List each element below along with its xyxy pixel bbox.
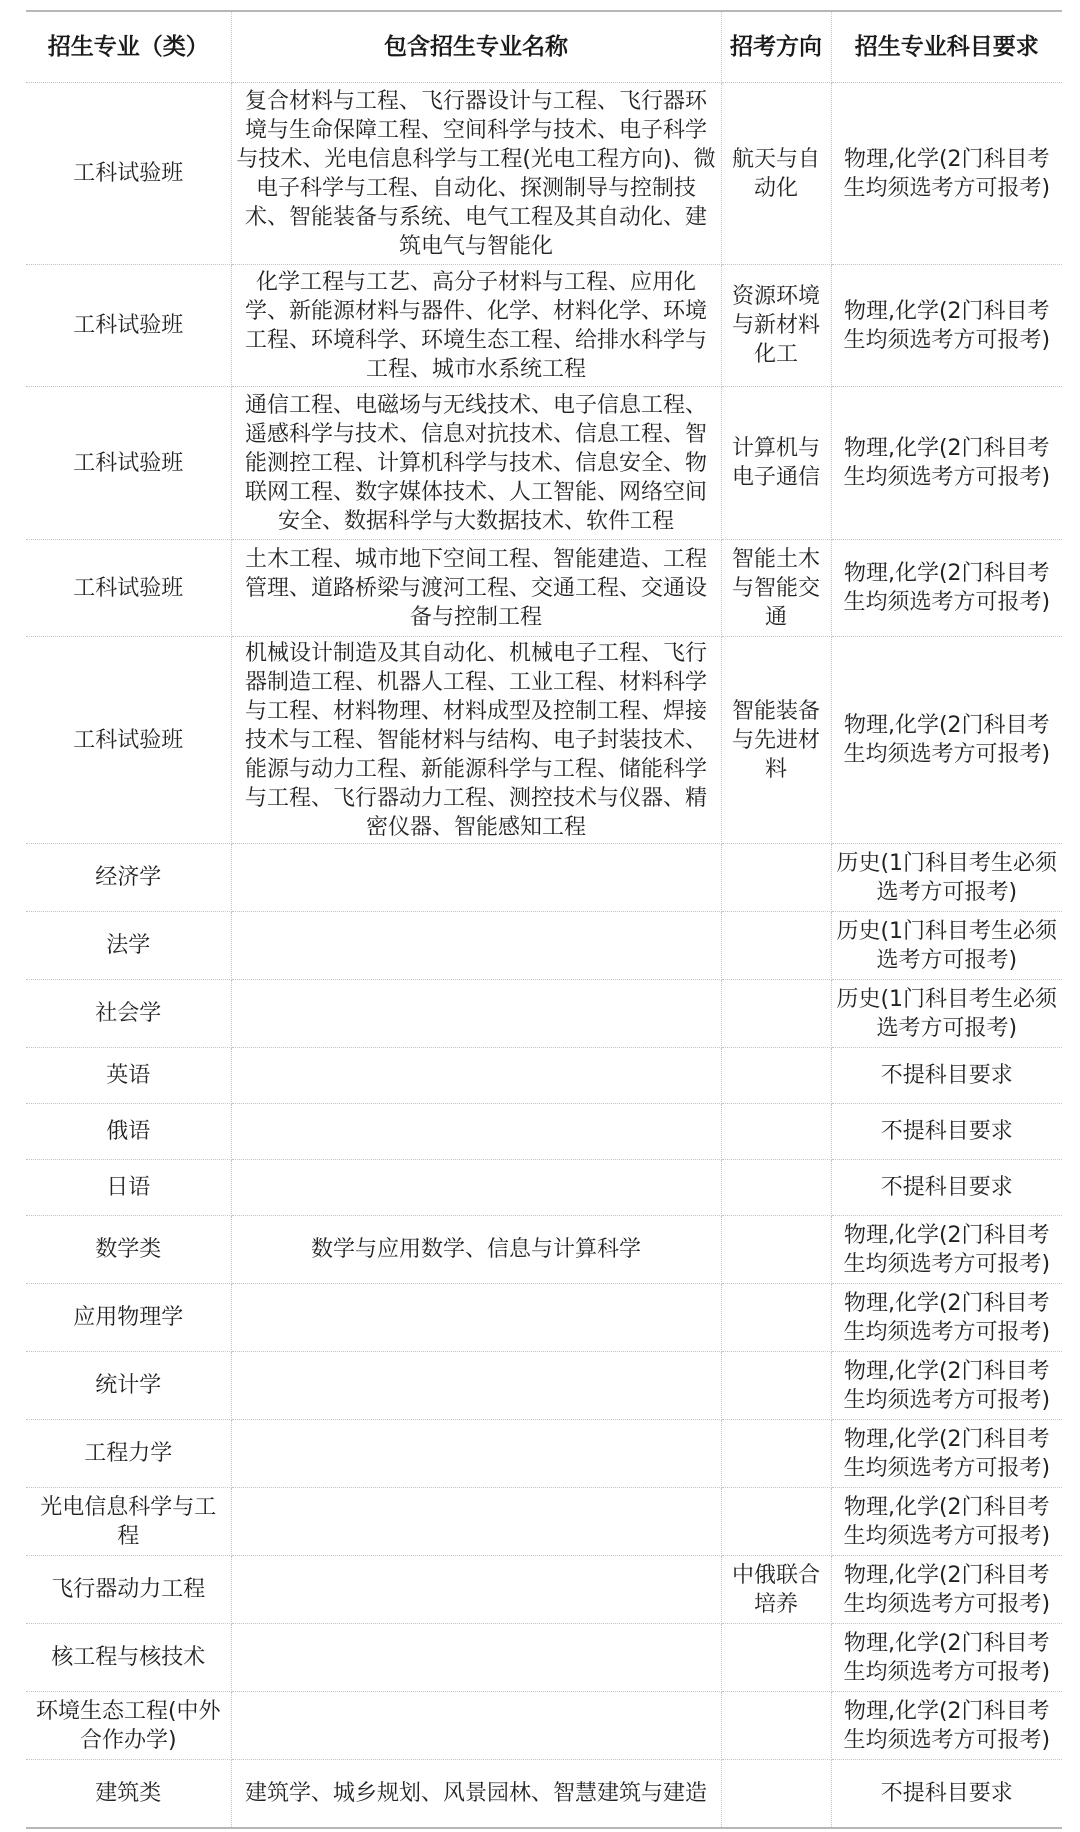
cell-requirement: 物理,化学(2门科目考生均须选考方可报考) xyxy=(831,1420,1062,1488)
table-row xyxy=(26,844,1062,912)
cell-direction: 智能土木与智能交通 xyxy=(721,540,831,637)
cell-direction xyxy=(721,1284,831,1352)
cell-majors: 数学与应用数学、信息与计算科学 xyxy=(231,1216,721,1284)
cell-requirement: 物理,化学(2门科目考生均须选考方可报考) xyxy=(831,540,1062,637)
cell-direction xyxy=(721,1624,831,1692)
cell-category: 英语 xyxy=(26,1048,231,1104)
cell-majors xyxy=(231,844,721,912)
cell-direction: 航天与自动化 xyxy=(721,83,831,265)
cell-majors xyxy=(231,1624,721,1692)
cell-requirement: 物理,化学(2门科目考生均须选考方可报考) xyxy=(831,1692,1062,1760)
cell-majors xyxy=(231,1160,721,1216)
cell-direction xyxy=(721,1352,831,1420)
cell-requirement: 物理,化学(2门科目考生均须选考方可报考) xyxy=(831,83,1062,265)
cell-direction: 中俄联合培养 xyxy=(721,1556,831,1624)
cell-majors xyxy=(231,1048,721,1104)
cell-requirement: 历史(1门科目考生必须选考方可报考) xyxy=(831,844,1062,912)
table-row xyxy=(26,1104,1062,1160)
cell-requirement: 不提科目要求 xyxy=(831,1760,1062,1828)
cell-requirement: 物理,化学(2门科目考生均须选考方可报考) xyxy=(831,1216,1062,1284)
table-header-row xyxy=(26,11,1062,83)
cell-requirement: 物理,化学(2门科目考生均须选考方可报考) xyxy=(831,387,1062,540)
cell-requirement: 历史(1门科目考生必须选考方可报考) xyxy=(831,980,1062,1048)
cell-requirement: 物理,化学(2门科目考生均须选考方可报考) xyxy=(831,1352,1062,1420)
cell-direction xyxy=(721,1760,831,1828)
table-row xyxy=(26,980,1062,1048)
cell-majors: 化学工程与工艺、高分子材料与工程、应用化学、新能源材料与器件、化学、材料化学、环境工程、环境科学、环境生态工程、给排水科学与工程、城市水系统工程 xyxy=(231,265,721,387)
table-row xyxy=(26,1760,1062,1828)
cell-category: 经济学 xyxy=(26,844,231,912)
cell-requirement: 物理,化学(2门科目考生均须选考方可报考) xyxy=(831,1624,1062,1692)
header-direction: 招考方向 xyxy=(721,11,831,83)
admission-table xyxy=(26,10,1062,1829)
table-row xyxy=(26,1160,1062,1216)
cell-majors: 复合材料与工程、飞行器设计与工程、飞行器环境与生命保障工程、空间科学与技术、电子科学与技术、光电信息科学与工程(光电工程方向)、微电子科学与工程、自动化、探测制导与控制技术、智能装备与系统、电气工程及其自动化、建筑电气与智能化 xyxy=(231,83,721,265)
cell-majors xyxy=(231,1692,721,1760)
table-row xyxy=(26,912,1062,980)
cell-direction xyxy=(721,844,831,912)
table-row xyxy=(26,1284,1062,1352)
cell-direction xyxy=(721,980,831,1048)
table-row xyxy=(26,1692,1062,1760)
cell-majors xyxy=(231,1420,721,1488)
cell-category: 环境生态工程(中外合作办学) xyxy=(26,1692,231,1760)
table-row xyxy=(26,1488,1062,1556)
cell-category: 应用物理学 xyxy=(26,1284,231,1352)
cell-direction: 智能装备与先进材料 xyxy=(721,637,831,844)
cell-requirement: 不提科目要求 xyxy=(831,1048,1062,1104)
cell-category: 核工程与核技术 xyxy=(26,1624,231,1692)
cell-category: 工科试验班 xyxy=(26,387,231,540)
table-row xyxy=(26,387,1062,540)
cell-direction xyxy=(721,1420,831,1488)
cell-category: 工科试验班 xyxy=(26,637,231,844)
header-majors: 包含招生专业名称 xyxy=(231,11,721,83)
table-row xyxy=(26,265,1062,387)
cell-requirement: 历史(1门科目考生必须选考方可报考) xyxy=(831,912,1062,980)
cell-majors: 建筑学、城乡规划、风景园林、智慧建筑与建造 xyxy=(231,1760,721,1828)
cell-majors xyxy=(231,1488,721,1556)
header-requirement: 招生专业科目要求 xyxy=(831,11,1062,83)
table-row xyxy=(26,83,1062,265)
cell-category: 日语 xyxy=(26,1160,231,1216)
table-row xyxy=(26,1216,1062,1284)
cell-majors xyxy=(231,912,721,980)
table-row xyxy=(26,540,1062,637)
cell-requirement: 物理,化学(2门科目考生均须选考方可报考) xyxy=(831,1488,1062,1556)
cell-category: 俄语 xyxy=(26,1104,231,1160)
cell-category: 工科试验班 xyxy=(26,265,231,387)
cell-requirement: 不提科目要求 xyxy=(831,1104,1062,1160)
cell-direction xyxy=(721,1692,831,1760)
cell-majors xyxy=(231,1284,721,1352)
cell-category: 数学类 xyxy=(26,1216,231,1284)
cell-majors xyxy=(231,1104,721,1160)
cell-category: 社会学 xyxy=(26,980,231,1048)
cell-requirement: 物理,化学(2门科目考生均须选考方可报考) xyxy=(831,265,1062,387)
cell-requirement: 不提科目要求 xyxy=(831,1160,1062,1216)
cell-direction xyxy=(721,1160,831,1216)
cell-direction xyxy=(721,1104,831,1160)
table-row xyxy=(26,1624,1062,1692)
cell-majors xyxy=(231,1352,721,1420)
cell-direction: 计算机与电子通信 xyxy=(721,387,831,540)
cell-majors: 通信工程、电磁场与无线技术、电子信息工程、遥感科学与技术、信息对抗技术、信息工程、智能测控工程、计算机科学与技术、信息安全、物联网工程、数字媒体技术、人工智能、网络空间安全、数据科学与大数据技术、软件工程 xyxy=(231,387,721,540)
table-row xyxy=(26,1420,1062,1488)
cell-category: 法学 xyxy=(26,912,231,980)
cell-direction xyxy=(721,1488,831,1556)
cell-category: 统计学 xyxy=(26,1352,231,1420)
cell-category: 建筑类 xyxy=(26,1760,231,1828)
cell-direction xyxy=(721,1216,831,1284)
cell-direction: 资源环境与新材料化工 xyxy=(721,265,831,387)
cell-direction xyxy=(721,912,831,980)
cell-requirement: 物理,化学(2门科目考生均须选考方可报考) xyxy=(831,1556,1062,1624)
cell-majors xyxy=(231,1556,721,1624)
cell-majors xyxy=(231,980,721,1048)
cell-category: 工科试验班 xyxy=(26,540,231,637)
cell-majors: 机械设计制造及其自动化、机械电子工程、飞行器制造工程、机器人工程、工业工程、材料科学与工程、材料物理、材料成型及控制工程、焊接技术与工程、智能材料与结构、电子封装技术、能源与动力工程、新能源科学与工程、储能科学与工程、飞行器动力工程、测控技术与仪器、精密仪器、智能感知工程 xyxy=(231,637,721,844)
cell-direction xyxy=(721,1048,831,1104)
cell-majors: 土木工程、城市地下空间工程、智能建造、工程管理、道路桥梁与渡河工程、交通工程、交通设备与控制工程 xyxy=(231,540,721,637)
table-row xyxy=(26,1048,1062,1104)
table-row xyxy=(26,1352,1062,1420)
cell-category: 光电信息科学与工程 xyxy=(26,1488,231,1556)
table-row xyxy=(26,637,1062,844)
cell-requirement: 物理,化学(2门科目考生均须选考方可报考) xyxy=(831,1284,1062,1352)
table-row xyxy=(26,1556,1062,1624)
cell-category: 工程力学 xyxy=(26,1420,231,1488)
cell-requirement: 物理,化学(2门科目考生均须选考方可报考) xyxy=(831,637,1062,844)
cell-category: 飞行器动力工程 xyxy=(26,1556,231,1624)
cell-category: 工科试验班 xyxy=(26,83,231,265)
header-category: 招生专业（类） xyxy=(26,11,231,83)
